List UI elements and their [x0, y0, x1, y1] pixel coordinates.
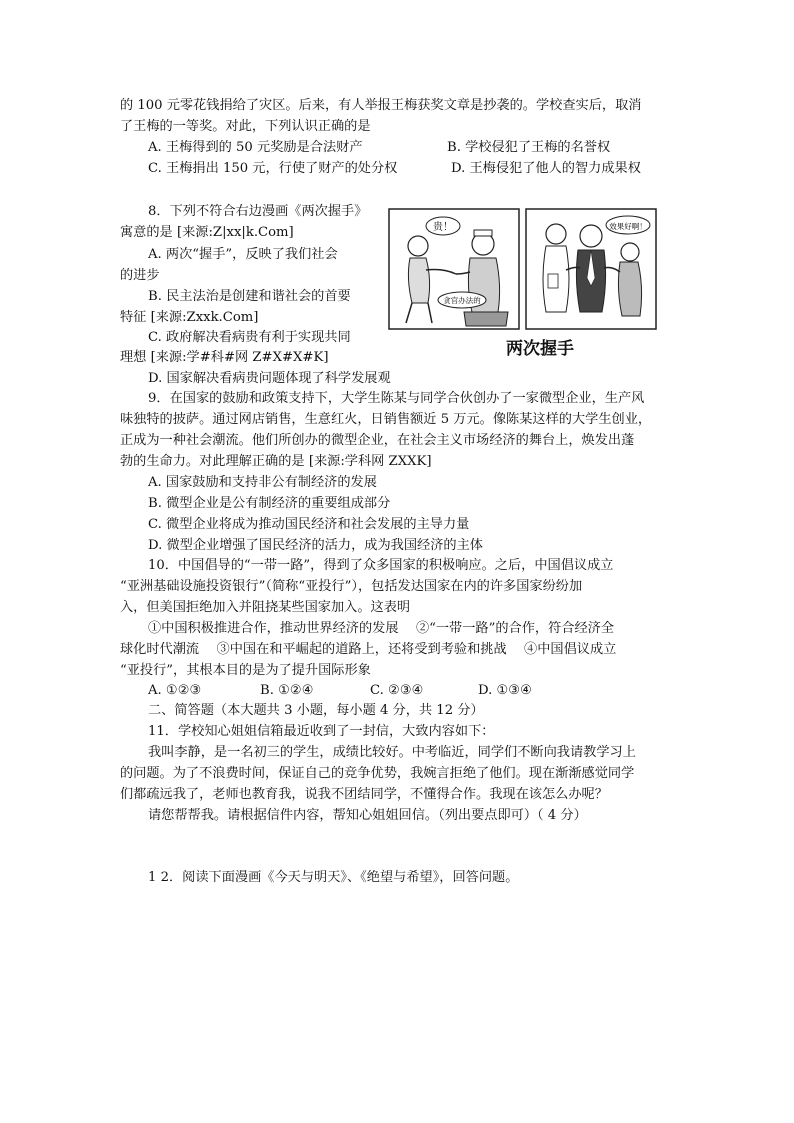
q8-option-b-2: 特征 [来源:Zxxk.Com]: [120, 310, 259, 325]
q12-stem: 1 2．阅读下面漫画《今天与明天》、《绝望与希望》，回答问题。: [148, 870, 519, 885]
cartoon-left-panel: [389, 209, 519, 329]
cartoon-right-panel: [526, 209, 656, 329]
q8-stem-2: 寓意的是 [来源:Z|xx|k.Com]: [120, 225, 294, 240]
q8-option-b-1: B. 民主法治是创建和谐社会的首要: [148, 289, 351, 304]
q10-stem-1: 10．中国倡导的“一带一路”，得到了众多国家的积极响应。之后，中国倡议成立: [148, 558, 614, 573]
q9-stem-4: 勃的生命力。对此理解正确的是 [来源:学科网 ZXXK]: [120, 454, 432, 469]
q7-line-2: 了王梅的一等奖。对此，下列认识正确的是: [120, 119, 371, 134]
q10-stem-3: 入，但美国拒绝加入并阻挠某些国家加入。这表明: [120, 600, 411, 615]
cartoon-left-sign-text: 贪官办法的: [443, 296, 481, 305]
q8-stem-1: 8．下列不符合右边漫画《两次握手》: [148, 204, 368, 219]
q10-option-c: C. ②③④: [370, 683, 424, 698]
q8-option-c-1: C. 政府解决看病贵有利于实现共同: [148, 330, 351, 345]
q10-option-a: A. ①②③: [148, 683, 202, 698]
q10-stem-6: “亚投行”，其根本目的是为了提升国际形象: [120, 663, 371, 678]
q9-stem-2: 味独特的披萨。通过网店销售，生意红火，日销售额近 5 万元。像陈某这样的大学生创业，: [120, 412, 652, 427]
cartoon-right-bubble-text: 效果好啊！: [609, 222, 647, 231]
q10-stem-2: “亚洲基础设施投资银行”（简称“亚投行”），包括发达国家在内的许多国家纷纷加: [120, 579, 583, 594]
q11-instruction: 请您帮帮我。请根据信件内容，帮知心姐姐回信。（列出要点即可）（ 4 分）: [148, 808, 587, 823]
section-2-title: 二、简答题（本大题共 3 小题，每小题 4 分，共 12 分）: [148, 703, 484, 718]
q9-option-a: A. 国家鼓励和支持非公有制经济的发展: [148, 475, 377, 490]
q10-option-d: D. ①③④: [478, 683, 532, 698]
q11-letter-2: 的问题。为了不浪费时间，保证自己的竞争优势，我婉言拒绝了他们。现在渐渐感觉同学: [120, 766, 635, 781]
q8-option-a-2: 的进步: [120, 268, 160, 283]
q7-option-a: A. 王梅得到的 50 元奖励是合法财产: [148, 140, 363, 155]
q7-line-1: 的 100 元零花钱捐给了灾区。后来，有人举报王梅获奖文章是抄袭的。学校查实后，取消: [120, 98, 642, 113]
q8-option-d: D. 国家解决看病贵问题体现了科学发展观: [148, 371, 391, 386]
q7-option-c: C. 王梅捐出 150 元，行使了财产的处分权: [148, 161, 398, 176]
q10-option-b: B. ①②④: [260, 683, 314, 698]
q10-stem-4: ①中国积极推进合作，推动世界经济的发展 ②“一带一路”的合作，符合经济全: [148, 621, 615, 636]
q8-option-a-1: A. 两次“握手”，反映了我们社会: [148, 247, 338, 262]
q9-option-c: C. 微型企业将成为推动国民经济和社会发展的主导力量: [148, 517, 470, 532]
q11-letter-1: 我叫李静，是一名初三的学生，成绩比较好。中考临近，同学们不断向我请教学习上: [148, 745, 636, 760]
q11-letter-3: 们都疏远我了，老师也教育我，说我不团结同学，不懂得合作。我现在该怎么办呢？: [120, 787, 608, 802]
cartoon-caption: 两次握手: [506, 339, 574, 359]
q7-option-d: D. 王梅侵犯了他人的智力成果权: [451, 161, 641, 176]
q9-stem-1: 9．在国家的鼓励和政策支持下，大学生陈某与同学合伙创办了一家微型企业，生产风: [148, 391, 645, 406]
q8-option-c-2: 理想 [来源:学#科#网 Z#X#X#K]: [120, 350, 329, 365]
q10-stem-5: 球化时代潮流 ③中国在和平崛起的道路上，还将受到考验和挑战 ④中国倡议成立: [120, 642, 617, 657]
q9-stem-3: 正成为一种社会潮流。他们所创办的微型企业，在社会主义市场经济的舞台上，焕发出蓬: [120, 433, 635, 448]
q11-stem-1: 11．学校知心姐姐信箱最近收到了一封信，大致内容如下：: [148, 724, 495, 739]
q7-option-b: B. 学校侵犯了王梅的名誉权: [447, 140, 611, 155]
q9-option-b: B. 微型企业是公有制经济的重要组成部分: [148, 496, 391, 511]
q9-option-d: D. 微型企业增强了国民经济的活力，成为我国经济的主体: [148, 538, 483, 553]
cartoon-left-bubble-text: 贵！: [433, 222, 453, 233]
